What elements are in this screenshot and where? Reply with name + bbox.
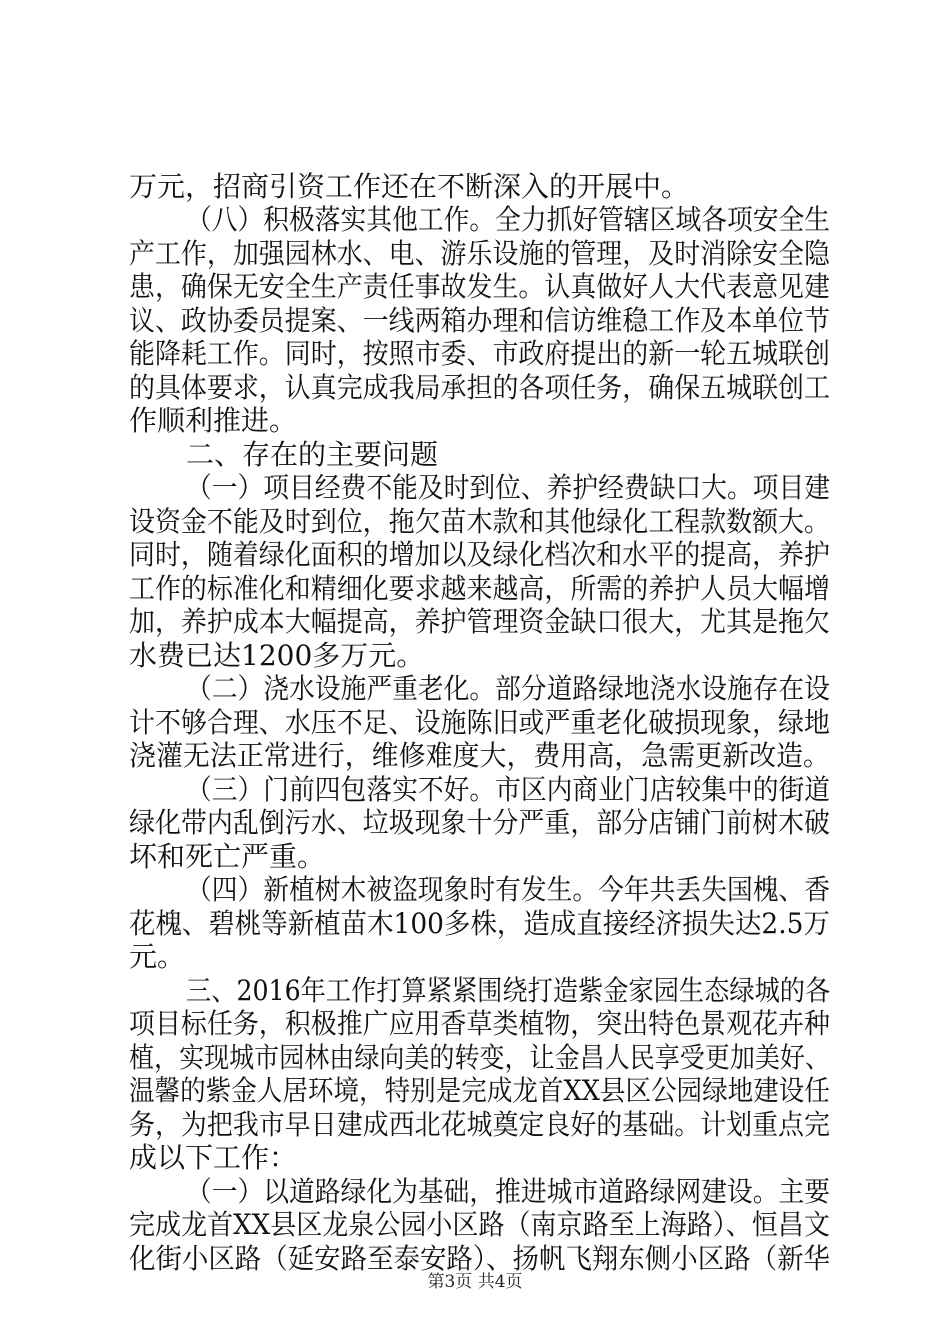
body-text-line: 能降耗工作。同时，按照市委、市政府提出的新一轮五城联创 bbox=[129, 337, 830, 370]
body-text-line: 产工作，加强园林水、电、游乐设施的管理，及时消除安全隐 bbox=[129, 237, 830, 270]
body-text-line: （二）浇水设施严重老化。部分道路绿地浇水设施存在设 bbox=[186, 672, 831, 705]
body-text-line: 成以下工作： bbox=[129, 1141, 298, 1174]
body-text-line: 作顺利推进。 bbox=[129, 404, 298, 437]
body-text-line: （一）项目经费不能及时到位、养护经费缺口大。项目建 bbox=[186, 471, 831, 504]
body-text-line: 计不够合理、水压不足、设施陈旧或严重老化破损现象，绿地 bbox=[129, 706, 830, 739]
section-heading: 二、存在的主要问题 bbox=[186, 438, 439, 471]
body-text-line: （一）以道路绿化为基础，推进城市道路绿网建设。主要 bbox=[186, 1175, 831, 1208]
body-text-line: 设资金不能及时到位，拖欠苗木款和其他绿化工程款数额大。 bbox=[129, 505, 830, 538]
body-text-line: 的具体要求，认真完成我局承担的各项任务，确保五城联创工 bbox=[129, 371, 830, 404]
body-text-line: 绿化带内乱倒污水、垃圾现象十分严重，部分店铺门前树木破 bbox=[129, 806, 830, 839]
body-text-line: 患，确保无安全生产责任事故发生。认真做好人大代表意见建 bbox=[129, 270, 830, 303]
body-text-line: 温馨的紫金人居环境，特别是完成龙首XX县区公园绿地建设任 bbox=[129, 1074, 830, 1107]
body-text-line: 工作的标准化和精细化要求越来越高，所需的养护人员大幅增 bbox=[129, 572, 830, 605]
body-text-line: 万元，招商引资工作还在不断深入的开展中。 bbox=[129, 170, 690, 203]
body-text-line: 议、政协委员提案、一线两箱办理和信访维稳工作及本单位节 bbox=[129, 304, 830, 337]
body-text-line: 花槐、碧桃等新植苗木100多株，造成直接经济损失达2.5万 bbox=[129, 907, 830, 940]
body-text-line: 完成龙首XX县区龙泉公园小区路（南京路至上海路）、恒昌文 bbox=[129, 1208, 830, 1241]
body-text-line: 务，为把我市早日建成西北花城奠定良好的基础。计划重点完 bbox=[129, 1108, 830, 1141]
body-text-line: （八）积极落实其他工作。全力抓好管辖区域各项安全生 bbox=[186, 203, 831, 236]
page-number-footer: 第3页 共4页 bbox=[427, 1272, 523, 1292]
body-text-line: （三）门前四包落实不好。市区内商业门店较集中的街道 bbox=[186, 773, 831, 806]
body-text-line: 植，实现城市园林由绿向美的转变，让金昌人民享受更加美好、 bbox=[129, 1041, 830, 1074]
body-text-line: 加，养护成本大幅提高，养护管理资金缺口很大，尤其是拖欠 bbox=[129, 605, 830, 638]
body-text-line: 化街小区路（延安路至泰安路）、扬帆飞翔东侧小区路（新华 bbox=[129, 1242, 830, 1275]
body-text-line: 同时，随着绿化面积的增加以及绿化档次和水平的提高，养护 bbox=[129, 538, 830, 571]
section-heading: 三、2016年工作打算紧紧围绕打造紫金家园生态绿城的各 bbox=[186, 974, 831, 1007]
body-text-line: 坏和死亡严重。 bbox=[129, 840, 326, 873]
body-text-line: 项目标任务，积极推广应用香草类植物，突出特色景观花卉种 bbox=[129, 1007, 830, 1040]
body-text-line: （四）新植树木被盗现象时有发生。今年共丢失国槐、香 bbox=[186, 873, 831, 906]
body-text-line: 元。 bbox=[129, 940, 186, 973]
body-text-line: 浇灌无法正常进行，维修难度大，费用高，急需更新改造。 bbox=[129, 739, 831, 772]
body-text-line: 水费已达1200多万元。 bbox=[129, 639, 425, 672]
